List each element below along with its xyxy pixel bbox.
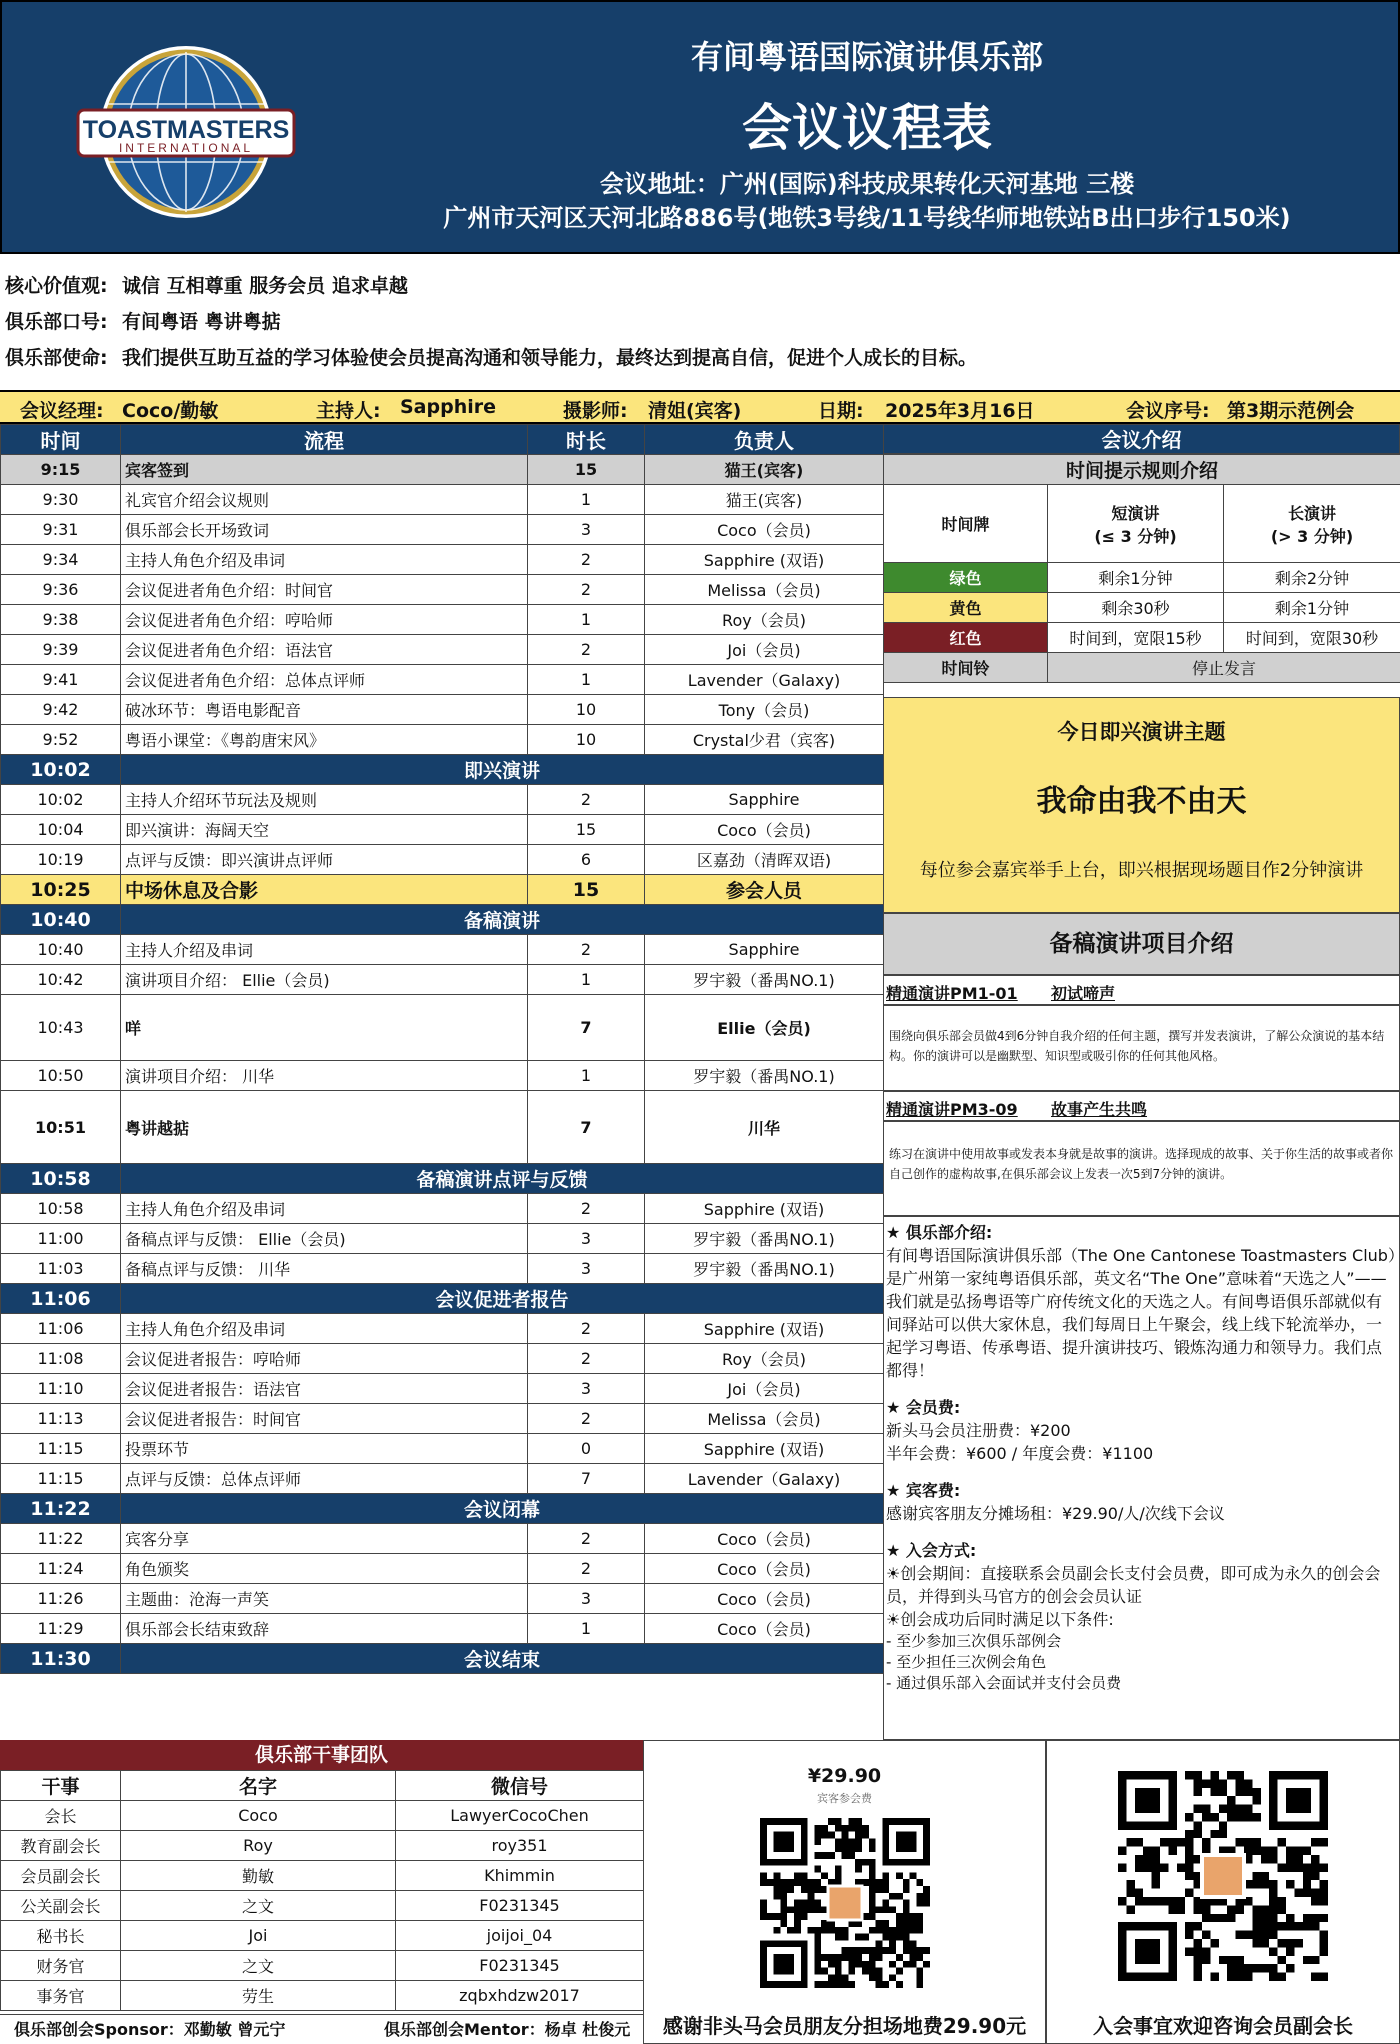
today-topic-title: 今日即兴演讲主题 (1057, 720, 1226, 744)
club-info-panel: ★ 俱乐部介绍: 有间粤语国际演讲俱乐部（The One Cantonese Toastmasters Club）是广州第一家纯粤语俱乐部，英文名“The One”意味着“天选之人”——我们就是弘扬粤语等广府传统文化的天选之人。有间粤语俱乐部就似有间驿站可以供大家休息，我们每周日上午聚会，线上线下轮流举办，一起学习粤语、传承粤语、提升演讲技巧、锻炼沟通力和领导力。我们点都得！ ★ 会员费: 新头马会员注册费：¥200 半年会费：¥600 / 年度会费：¥1100 ★ 宾客费: 感谢宾客朋友分摊场租：¥29.90/人/次线下会议 ★ 入会方式: ☀创会期间：直接联系会员副会长支付会员费，即可成为永久的创会会员，并得到头马官方的创会会员认证 ☀创会成功后同时满足以下条件: - 至少参加三次俱乐部例会 - 至少担任三次例会角色 - 通过俱乐部入会面试并支付会员费 (883, 1216, 1400, 1740)
agenda-row (1, 455, 884, 485)
agenda-row (1, 1344, 884, 1374)
section-time: 10:02 (1, 755, 121, 785)
officer-name: Roy (121, 1831, 396, 1861)
agenda-time: 10:42 (1, 965, 121, 995)
officer-wechat: Khimmin (396, 1861, 644, 1891)
wechat-qr-code[interactable] (1118, 1771, 1328, 1981)
meeting-date: 2025年3月16日 (885, 400, 1035, 422)
project-row-2: 精通演讲PM3-09 故事产生共鸣 (883, 1091, 1400, 1121)
agenda-time: 11:00 (1, 1224, 121, 1254)
agenda-row (1, 935, 884, 965)
agenda-time: 11:10 (1, 1374, 121, 1404)
agenda-row (1, 1614, 884, 1644)
agenda-owner: 罗宇毅（番禺NO.1) (645, 965, 884, 995)
agenda-row (1, 665, 884, 695)
agenda-row (1, 845, 884, 875)
officer-name: 劳生 (121, 1981, 396, 2011)
long-speech-rule: 时间到，宽限30秒 (1224, 623, 1400, 653)
agenda-item: 主题曲：沧海一声笑 (121, 1584, 528, 1614)
agenda-row (1, 1314, 884, 1344)
agenda-owner: Tony（会员) (645, 695, 884, 725)
host: Sapphire (400, 396, 497, 418)
agenda-owner: Ellie（会员) (645, 995, 884, 1061)
guest-fee: 感谢宾客朋友分摊场租：¥29.90/人/次线下会议 (886, 1504, 1225, 1523)
agenda-item: 演讲项目介绍： Ellie（会员) (121, 965, 528, 995)
agenda-owner: Coco（会员) (645, 1554, 884, 1584)
short-speech-rule: 剩余30秒 (1048, 593, 1224, 623)
meeting-intro-header: 会议介绍 (883, 424, 1400, 454)
officer-role: 公关副会长 (1, 1891, 121, 1921)
short-speech-rule: 时间到，宽限15秒 (1048, 623, 1224, 653)
agenda-duration: 15 (528, 815, 645, 845)
agenda-time: 9:39 (1, 635, 121, 665)
officer-row (1, 1831, 644, 1861)
agenda-time: 11:08 (1, 1344, 121, 1374)
officer-row (1, 1861, 644, 1891)
section-time: 10:40 (1, 905, 121, 935)
agenda-section-row (1, 905, 884, 935)
agenda-duration: 1 (528, 1614, 645, 1644)
officer-name: Joi (121, 1921, 396, 1951)
agenda-row (1, 815, 884, 845)
agenda-duration: 2 (528, 1344, 645, 1374)
officer-team-table: 干事 名字 微信号 会长 Coco LawyerCocoChen 教育副会长 Roy roy351 会员副会长 勤敏 Khimmin 公关副会长 之文 F0231345 秘书长 Joi joijoi_04 财务官 之文 F0231345 事务官 劳生 zqbxhdzw2017 (0, 1770, 644, 2011)
agenda-row (1, 785, 884, 815)
agenda-item: 会议促进者角色介绍：时间官 (121, 575, 528, 605)
timing-rules-table: 时间提示规则介绍 时间牌 短演讲 (≤ 3 分钟) 长演讲 (> 3 分钟) 绿色 剩余1分钟 剩余2分钟 黄色 剩余30秒 剩余1分钟 红色 时间到，宽限15秒 时间到，宽限30秒 时间铃 停止发言 (883, 454, 1400, 683)
agenda-row (1, 635, 884, 665)
agenda-time: 10:51 (1, 1091, 121, 1164)
agenda-section-row (1, 1164, 884, 1194)
agenda-row (1, 605, 884, 635)
agenda-section-row (1, 1284, 884, 1314)
agenda-col-header: 流程 (121, 425, 528, 455)
agenda-owner: Coco（会员) (645, 1584, 884, 1614)
agenda-owner: Lavender（Galaxy) (645, 665, 884, 695)
agenda-duration: 2 (528, 1314, 645, 1344)
agenda-time: 11:15 (1, 1464, 121, 1494)
agenda-item: 会议促进者角色介绍：哼哈师 (121, 605, 528, 635)
short-speech-rule: 剩余1分钟 (1048, 563, 1224, 593)
page-title: 会议议程表 (742, 99, 992, 157)
agenda-duration: 2 (528, 1554, 645, 1584)
agenda-time: 10:02 (1, 785, 121, 815)
section-time: 11:30 (1, 1644, 121, 1674)
agenda-item: 宾客分享 (121, 1524, 528, 1554)
officer-row (1, 1801, 644, 1831)
meeting-address: 会议地址：广州(国际)科技成果转化天河基地 三楼 (599, 170, 1135, 198)
long-speech-rule: 剩余2分钟 (1224, 563, 1400, 593)
officer-row (1, 1951, 644, 1981)
officer-wechat: LawyerCocoChen (396, 1801, 644, 1831)
timing-rules-title: 时间提示规则介绍 (884, 455, 1400, 485)
timing-card: 黄色 (884, 593, 1048, 623)
agenda-time: 11:24 (1, 1554, 121, 1584)
agenda-row (1, 1464, 884, 1494)
agenda-duration: 0 (528, 1434, 645, 1464)
agenda-item: 角色颁奖 (121, 1554, 528, 1584)
meeting-address-detail: 广州市天河区天河北路886号(地铁3号线/11号线华师地铁站B出口步行150米) (443, 204, 1291, 232)
agenda-time: 11:03 (1, 1254, 121, 1284)
section-title: 备稿演讲 (121, 905, 884, 935)
officer-name: 之文 (121, 1891, 396, 1921)
photographer: 清姐(宾客) (648, 400, 742, 422)
today-topic: 我命由我不由天 (1036, 784, 1247, 819)
agenda-item: 演讲项目介绍： 川华 (121, 1061, 528, 1091)
officer-role: 会长 (1, 1801, 121, 1831)
core-values-row: 核心价值观: 诚信 互相尊重 服务会员 追求卓越 (5, 275, 408, 297)
agenda-time: 9:30 (1, 485, 121, 515)
annual-fee: 半年会费：¥600 / 年度会费：¥1100 (886, 1444, 1154, 1463)
agenda-time: 11:26 (1, 1584, 121, 1614)
agenda-row (1, 1061, 884, 1091)
payment-qr-code[interactable] (760, 1818, 930, 1988)
agenda-owner: Coco（会员) (645, 1614, 884, 1644)
meeting-sequence: 第3期示范例会 (1227, 400, 1355, 422)
today-topic-desc: 每位参会嘉宾举手上台，即兴根据现场题目作2分钟演讲 (919, 860, 1364, 881)
agenda-owner: Roy（会员) (645, 605, 884, 635)
agenda-item: 主持人介绍及串词 (121, 935, 528, 965)
agenda-owner: Sapphire (双语) (645, 1194, 884, 1224)
agenda-time: 10:04 (1, 815, 121, 845)
club-intro: 有间粤语国际演讲俱乐部（The One Cantonese Toastmasters Club）是广州第一家纯粤语俱乐部，英文名“The One”意味着“天选之人”——我们就是弘扬粤语等广府传统文化的天选之人。有间粤语俱乐部就似有间驿站可以供大家休息，我们每周日上午聚会，线上线下轮流举办，一起学习粤语、传承粤语、提升演讲技巧、锻炼沟通力和领导力。我们点都得！ (886, 1246, 1396, 1380)
agenda-owner: Sapphire (双语) (645, 1314, 884, 1344)
meeting-manager: Coco/勤敏 (122, 400, 219, 422)
meeting-info-bar: 会议经理: Coco/勤敏 主持人: Sapphire 摄影师: 清姐(宾客) 日期: 2025年3月16日 会议序号: 第3期示范例会 (0, 390, 1400, 424)
bell-label: 时间铃 (884, 653, 1048, 683)
agenda-time: 10:58 (1, 1194, 121, 1224)
agenda-section-row (1, 755, 884, 785)
agenda-duration: 3 (528, 1224, 645, 1254)
agenda-item: 破冰环节：粤语电影配音 (121, 695, 528, 725)
agenda-row (1, 1584, 884, 1614)
agenda-owner: Sapphire (645, 935, 884, 965)
agenda-owner: Coco（会员) (645, 815, 884, 845)
agenda-col-header: 时长 (528, 425, 645, 455)
timing-card: 红色 (884, 623, 1048, 653)
agenda-duration: 1 (528, 485, 645, 515)
agenda-duration: 15 (528, 875, 645, 905)
agenda-col-header: 负责人 (645, 425, 884, 455)
svg-text:INTERNATIONAL: INTERNATIONAL (118, 141, 254, 155)
agenda-row (1, 1194, 884, 1224)
agenda-row (1, 545, 884, 575)
agenda-item: 备稿点评与反馈： 川华 (121, 1254, 528, 1284)
officer-wechat: joijoi_04 (396, 1921, 644, 1951)
officer-wechat: roy351 (396, 1831, 644, 1861)
agenda-owner: Sapphire (645, 785, 884, 815)
agenda-item: 中场休息及合影 (121, 875, 528, 905)
agenda-row (1, 1254, 884, 1284)
long-speech-rule: 剩余1分钟 (1224, 593, 1400, 623)
agenda-duration: 2 (528, 635, 645, 665)
agenda-row (1, 1224, 884, 1254)
agenda-duration: 2 (528, 575, 645, 605)
agenda-item: 俱乐部会长结束致辞 (121, 1614, 528, 1644)
officer-row (1, 1981, 644, 2011)
agenda-time: 11:29 (1, 1614, 121, 1644)
agenda-time: 11:22 (1, 1524, 121, 1554)
section-title: 备稿演讲点评与反馈 (121, 1164, 884, 1194)
agenda-owner: Crystal少君（宾客) (645, 725, 884, 755)
agenda-time: 10:50 (1, 1061, 121, 1091)
agenda-time: 11:06 (1, 1314, 121, 1344)
agenda-item: 粤讲越掂 (121, 1091, 528, 1164)
officer-role: 秘书长 (1, 1921, 121, 1951)
agenda-row (1, 995, 884, 1061)
section-title: 会议闭幕 (121, 1494, 884, 1524)
officer-role: 财务官 (1, 1951, 121, 1981)
agenda-item: 投票环节 (121, 1434, 528, 1464)
agenda-time: 11:15 (1, 1434, 121, 1464)
agenda-item: 点评与反馈：总体点评师 (121, 1464, 528, 1494)
agenda-time: 10:19 (1, 845, 121, 875)
officer-role: 会员副会长 (1, 1861, 121, 1891)
guest-price: ¥29.90 (807, 1765, 882, 1787)
agenda-item: 备稿点评与反馈： Ellie（会员) (121, 1224, 528, 1254)
agenda-duration: 2 (528, 785, 645, 815)
agenda-item: 会议促进者角色介绍：语法官 (121, 635, 528, 665)
agenda-owner: Lavender（Galaxy) (645, 1464, 884, 1494)
agenda-row (1, 725, 884, 755)
agenda-col-header: 时间 (1, 425, 121, 455)
section-title: 会议促进者报告 (121, 1284, 884, 1314)
section-title: 会议结束 (121, 1644, 884, 1674)
agenda-duration: 7 (528, 1091, 645, 1164)
agenda-item: 会议促进者报告：哼哈师 (121, 1344, 528, 1374)
agenda-item: 宾客签到 (121, 455, 528, 485)
agenda-row (1, 515, 884, 545)
agenda-owner: 猫王(宾客) (645, 485, 884, 515)
agenda-row (1, 695, 884, 725)
agenda-time: 9:52 (1, 725, 121, 755)
officer-role: 教育副会长 (1, 1831, 121, 1861)
agenda-duration: 3 (528, 1254, 645, 1284)
officer-row (1, 1891, 644, 1921)
officer-team-header: 俱乐部干事团队 (0, 1740, 643, 1770)
agenda-duration: 6 (528, 845, 645, 875)
club-values (0, 268, 1400, 376)
agenda-owner: Melissa（会员) (645, 575, 884, 605)
agenda-owner: Sapphire (双语) (645, 545, 884, 575)
agenda-owner: 川华 (645, 1091, 884, 1164)
agenda-owner: 猫王(宾客) (645, 455, 884, 485)
section-time: 11:06 (1, 1284, 121, 1314)
agenda-duration: 2 (528, 1194, 645, 1224)
agenda-owner: Coco（会员) (645, 1524, 884, 1554)
agenda-row (1, 1404, 884, 1434)
agenda-item: 会议促进者角色介绍：总体点评师 (121, 665, 528, 695)
mission-row: 俱乐部使命: 我们提供互助互益的学习体验使会员提高沟通和领导能力，最终达到提高自信，促进个人成长的目标。 (5, 347, 978, 369)
join-rule-1: ☀创会期间：直接联系会员副会长支付会员费，即可成为永久的创会会员，并得到头马官方的创会会员认证 (886, 1564, 1381, 1606)
agenda-row (1, 965, 884, 995)
agenda-item: 礼宾官介绍会议规则 (121, 485, 528, 515)
agenda-owner: 罗宇毅（番禺NO.1) (645, 1061, 884, 1091)
agenda-time: 9:15 (1, 455, 121, 485)
club-name: 有间粤语国际演讲俱乐部 (690, 38, 1043, 76)
project-desc-2: 练习在演讲中使用故事或发表本身就是故事的演讲。选择现成的故事、关于你生活的故事或者你自己创作的虚构故事,在俱乐部会议上发表一次5到7分钟的演讲。 (883, 1121, 1400, 1216)
officer-role: 事务官 (1, 1981, 121, 2011)
agenda-owner: 罗宇毅（番禺NO.1) (645, 1224, 884, 1254)
slogan-row: 俱乐部口号: 有间粤语 粤讲粤掂 (5, 311, 281, 333)
section-title: 即兴演讲 (121, 755, 884, 785)
timing-row (884, 593, 1400, 623)
agenda-duration: 1 (528, 665, 645, 695)
officer-wechat: F0231345 (396, 1951, 644, 1981)
agenda-duration: 7 (528, 1464, 645, 1494)
agenda-duration: 10 (528, 725, 645, 755)
agenda-owner: Coco（会员) (645, 515, 884, 545)
agenda-item: 点评与反馈：即兴演讲点评师 (121, 845, 528, 875)
toastmasters-logo (76, 44, 296, 220)
agenda-duration: 2 (528, 935, 645, 965)
agenda-section-row (1, 1644, 884, 1674)
agenda-row (1, 1091, 884, 1164)
agenda-item: 主持人介绍环节玩法及规则 (121, 785, 528, 815)
section-time: 11:22 (1, 1494, 121, 1524)
agenda-duration: 15 (528, 455, 645, 485)
agenda-time: 11:13 (1, 1404, 121, 1434)
agenda-owner: 参会人员 (645, 875, 884, 905)
timing-card: 绿色 (884, 563, 1048, 593)
agenda-time: 9:31 (1, 515, 121, 545)
agenda-owner: Sapphire (双语) (645, 1434, 884, 1464)
project-row-1: 精通演讲PM1-01 初试啼声 (883, 975, 1400, 1005)
agenda-row (1, 1434, 884, 1464)
agenda-duration: 3 (528, 515, 645, 545)
agenda-time: 9:41 (1, 665, 121, 695)
agenda-owner: 区嘉劲（清晖双语) (645, 845, 884, 875)
agenda-time: 9:38 (1, 605, 121, 635)
join-rule-2: ☀创会成功后同时满足以下条件: (886, 1610, 1114, 1629)
agenda-owner: Roy（会员) (645, 1344, 884, 1374)
agenda-duration: 3 (528, 1374, 645, 1404)
agenda-duration: 3 (528, 1584, 645, 1614)
agenda-item: 会议促进者报告：时间官 (121, 1404, 528, 1434)
agenda-item: 粤语小课堂：《粤韵唐宋风》 (121, 725, 528, 755)
agenda-table (0, 424, 884, 1674)
agenda-duration: 10 (528, 695, 645, 725)
agenda-owner: Joi（会员) (645, 635, 884, 665)
agenda-item: 主持人角色介绍及串词 (121, 1194, 528, 1224)
agenda-duration: 7 (528, 995, 645, 1061)
agenda-item: 主持人角色介绍及串词 (121, 1314, 528, 1344)
agenda-row (1, 1524, 884, 1554)
agenda-item: 主持人角色介绍及串词 (121, 545, 528, 575)
agenda-time: 10:40 (1, 935, 121, 965)
agenda-time: 10:25 (1, 875, 121, 905)
svg-text:TOASTMASTERS: TOASTMASTERS (82, 116, 290, 144)
agenda-duration: 2 (528, 545, 645, 575)
impromptu-topic-box (883, 697, 1400, 913)
agenda-section-row (1, 1494, 884, 1524)
agenda-owner: Melissa（会员) (645, 1404, 884, 1434)
officer-wechat: zqbxhdzw2017 (396, 1981, 644, 2011)
agenda-duration: 2 (528, 1404, 645, 1434)
founding-sponsors: 俱乐部创会Sponsor：邓勤敏 曾元宁 俱乐部创会Mentor：杨卓 杜俊元 (0, 2014, 643, 2044)
agenda-item: 俱乐部会长开场致词 (121, 515, 528, 545)
agenda-item: 咩 (121, 995, 528, 1061)
officer-name: Coco (121, 1801, 396, 1831)
agenda-row (1, 485, 884, 515)
agenda-item: 即兴演讲：海阔天空 (121, 815, 528, 845)
agenda-row (1, 875, 884, 905)
agenda-item: 会议促进者报告：语法官 (121, 1374, 528, 1404)
contact-qr-box: 入会事宜欢迎咨询会员副会长 (1046, 1740, 1400, 2044)
timing-row (884, 563, 1400, 593)
agenda-time: 10:43 (1, 995, 121, 1061)
agenda-duration: 1 (528, 605, 645, 635)
officer-name: 勤敏 (121, 1861, 396, 1891)
member-fee: 新头马会员注册费：¥200 (886, 1421, 1071, 1440)
guest-fee-qr-box: ¥29.90 宾客参会费 感谢非头马会员朋友分担场地费29.90元 (643, 1740, 1046, 2044)
agenda-time: 9:36 (1, 575, 121, 605)
project-desc-1: 围绕向俱乐部会员做4到6分钟自我介绍的任何主题，撰写并发表演讲，了解公众演说的基本结构。你的演讲可以是幽默型、知识型或吸引你的任何其他风格。 (883, 1005, 1400, 1091)
agenda-duration: 1 (528, 965, 645, 995)
officer-wechat: F0231345 (396, 1891, 644, 1921)
agenda-header-row (1, 425, 884, 455)
prepared-speech-intro-header: 备稿演讲项目介绍 (883, 913, 1400, 975)
officer-name: 之文 (121, 1951, 396, 1981)
header-banner (0, 0, 1400, 254)
agenda-row (1, 1374, 884, 1404)
agenda-time: 9:42 (1, 695, 121, 725)
bell-text: 停止发言 (1048, 653, 1400, 683)
agenda-duration: 2 (528, 1524, 645, 1554)
timing-row (884, 623, 1400, 653)
agenda-row (1, 575, 884, 605)
agenda-time: 9:34 (1, 545, 121, 575)
agenda-row (1, 1554, 884, 1584)
section-time: 10:58 (1, 1164, 121, 1194)
officer-row (1, 1921, 644, 1951)
agenda-owner: Joi（会员) (645, 1374, 884, 1404)
agenda-duration: 1 (528, 1061, 645, 1091)
agenda-owner: 罗宇毅（番禺NO.1) (645, 1254, 884, 1284)
